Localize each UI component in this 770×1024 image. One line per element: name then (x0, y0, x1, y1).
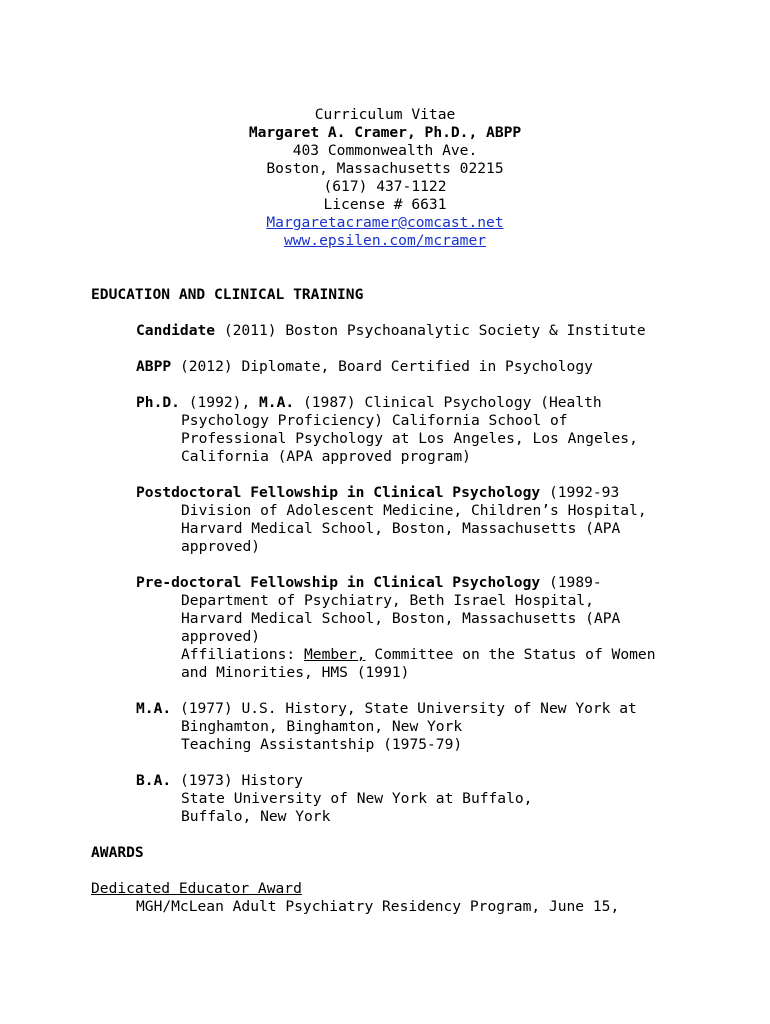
entry-line: Harvard Medical School, Boston, Massachusetts (APA (181, 520, 621, 537)
cv-body (91, 286, 751, 916)
entry-line: and Minorities, HMS (1991) (181, 664, 410, 681)
affiliations-label: Affiliations: (181, 646, 305, 663)
entry-line: Department of Psychiatry, Beth Israel Hospital, (181, 592, 594, 609)
ba-entry (136, 772, 751, 826)
entry-text: (1987) Clinical Psychology (Health (294, 394, 602, 411)
degree-label: ABPP (136, 358, 172, 375)
fellowship-title: Postdoctoral Fellowship in Clinical Psychology (136, 484, 541, 501)
entry-line: Binghamton, Binghamton, New York (181, 718, 463, 735)
entry-line: Professional Psychology at Los Angeles, Los Angeles, (181, 430, 638, 447)
entry-line: approved) (181, 628, 261, 645)
abpp-entry (136, 358, 751, 376)
phone-number: (617) 437-1122 (323, 178, 447, 195)
entry-line: Buffalo, New York (181, 808, 331, 825)
phd-entry (136, 394, 751, 466)
award-detail: MGH/McLean Adult Psychiatry Residency Program, June 15, (136, 898, 620, 915)
member-text: Member, (304, 646, 366, 663)
entry-text: (2011) Boston Psychoanalytic Society & Institute (215, 322, 646, 339)
awards-heading: AWARDS (91, 844, 144, 861)
award-title: Dedicated Educator Award (91, 880, 302, 897)
entry-text: (1992), (179, 394, 260, 411)
degree-label: M.A. (136, 700, 172, 717)
entry-text: (1977) U.S. History, State University of New York at (171, 700, 637, 717)
education-heading: EDUCATION AND CLINICAL TRAINING (91, 286, 364, 303)
entry-text: (2012) Diplomate, Board Certified in Psychology (171, 358, 593, 375)
entry-line: approved) (181, 538, 261, 555)
fellowship-title: Pre-doctoral Fellowship in Clinical Psychology (136, 574, 541, 591)
entry-text: (1992-93 (540, 484, 620, 501)
entry-line: Psychology Proficiency) California School of (181, 412, 568, 429)
degree-label: Ph.D. (136, 394, 180, 411)
author-name: Margaret A. Cramer, Ph.D., ABPP (248, 124, 522, 141)
city-address: Boston, Massachusetts 02215 (266, 160, 504, 177)
postdoc-entry (136, 484, 751, 556)
cv-header (0, 106, 770, 250)
candidate-entry (136, 322, 751, 340)
license-number: License # 6631 (323, 196, 447, 213)
street-address: 403 Commonwealth Ave. (292, 142, 478, 159)
entry-line: Harvard Medical School, Boston, Massachusetts (APA (181, 610, 621, 627)
cv-title: Curriculum Vitae (314, 106, 456, 123)
entry-line: State University of New York at Buffalo, (181, 790, 533, 807)
predoc-entry (136, 574, 751, 682)
degree-label: M.A. (259, 394, 295, 411)
entry-line: California (APA approved program) (181, 448, 471, 465)
entry-text: (1989- (540, 574, 602, 591)
degree-label: Candidate (136, 322, 216, 339)
ma-entry (136, 700, 751, 754)
email-link[interactable]: Margaretacramer@comcast.net (266, 214, 504, 231)
degree-label: B.A. (136, 772, 172, 789)
entry-text: Committee on the Status of Women (365, 646, 656, 663)
entry-text: (1973) History (171, 772, 303, 789)
entry-line: Division of Adolescent Medicine, Children’s Hospital, (181, 502, 647, 519)
entry-line: Teaching Assistantship (1975-79) (181, 736, 463, 753)
website-link[interactable]: www.epsilen.com/mcramer (283, 232, 487, 249)
